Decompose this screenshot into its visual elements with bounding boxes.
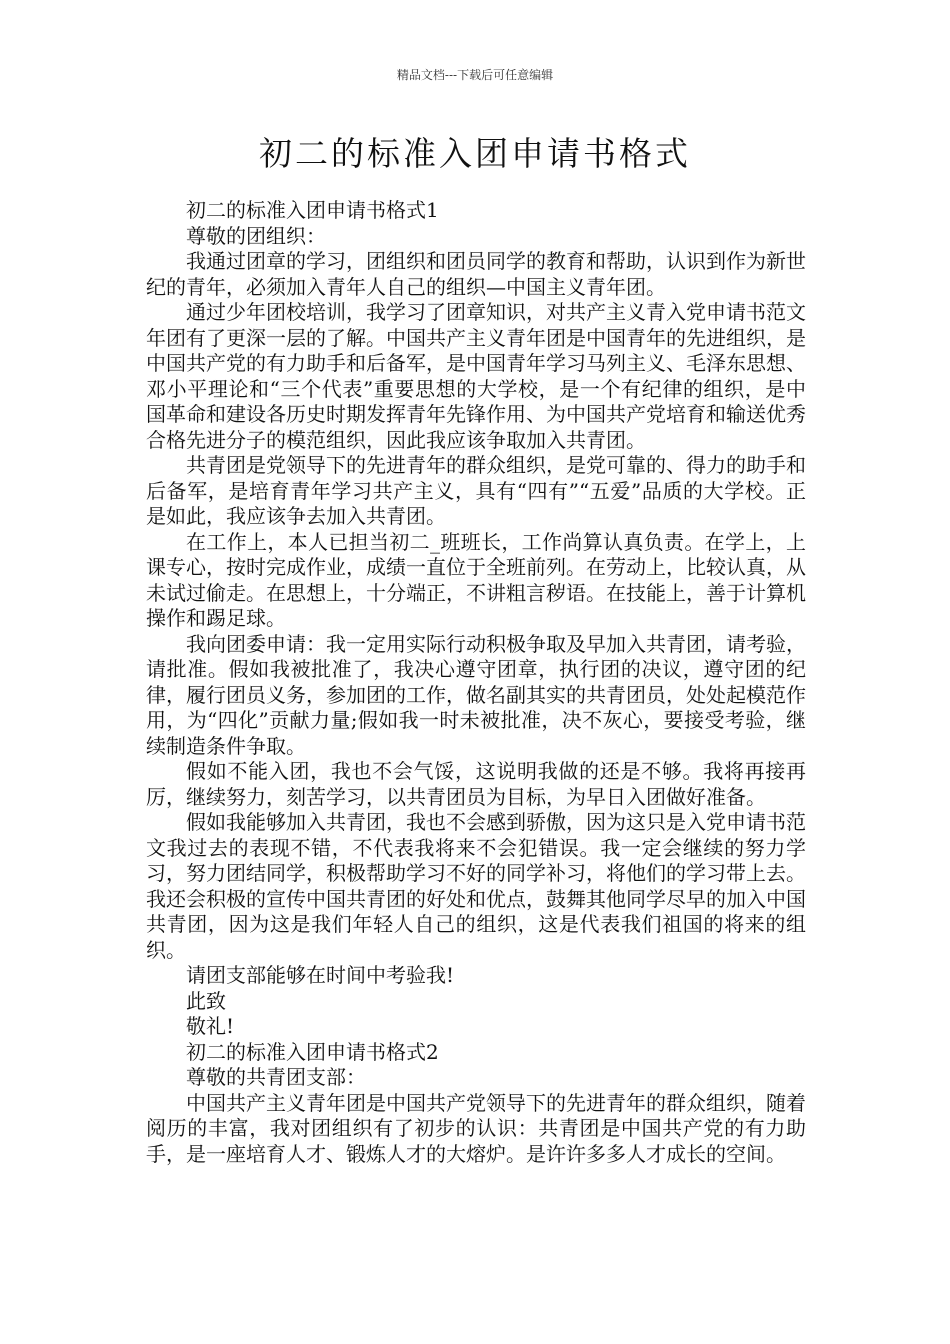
section-heading-1: 初二的标准入团申请书格式1 <box>186 198 439 222</box>
paragraph: 假如我能够加入共青团，我也不会感到骄傲，因为这只是入党申请书范文我过去的表现不错，不代表我将来不会犯错误。我一定会继续的努力学习，努力团结同学，积极帮助学习不好的同学补习，将他们的学习带上去。我还会积极的宣传中国共青团的好处和优点，鼓舞其他同学尽早的加入中国共青团，因为这是我们年轻人自己的组织，这是代表我们祖国的将来的组织。 <box>146 810 806 962</box>
section-heading-2: 初二的标准入团申请书格式2 <box>186 1039 439 1064</box>
paragraph: 在工作上，本人已担当初二_班班长，工作尚算认真负责。在学上，上课专心，按时完成作业，成绩一直位于全班前列。在劳动上，比较认真，从未试过偷走。在思想上，十分端正，不讲粗言秽语。在技能上，善于计算机操作和踢足球。 <box>146 529 806 630</box>
header-note: 精品文档---下载后可任意编辑 <box>396 68 554 82</box>
paragraph: 通过少年团校培训，我学习了团章知识，对共产主义青入党申请书范文年团有了更深一层的了解。中国共产主义青年团是中国青年的先进组织，是中国共产党的有力助手和后备军，是中国青年学习马列主义、毛泽东思想、邓小平理论和“三个代表”重要思想的大学校，是一个有纪律的组织，是中国革命和建设各历史时期发挥青年先锋作用、为中国共产党培育和输送优秀合格先进分子的模范组织，因此我应该争取加入共青团。 <box>146 300 806 452</box>
paragraph: 请团支部能够在时间中考验我! <box>186 963 455 987</box>
salutation: 尊敬的团组织： <box>186 223 326 248</box>
paragraph: 我向团委申请：我一定用实际行动积极争取及早加入共青团，请考验，请批准。假如我被批准了，我决心遵守团章，执行团的决议，遵守团的纪律，履行团员义务，参加团的工作，做名副其实的共青团员，处处起模范作用，为“四化”贡献力量;假如我一时未被批准，决不灰心，要接受考验，继续制造条件争取。 <box>146 631 806 758</box>
salutation: 尊敬的共青团支部： <box>186 1065 366 1089</box>
paragraph: 共青团是党领导下的先进青年的群众组织，是党可靠的、得力的助手和后备军，是培育青年学习共产主义，具有“四有”“五爱”品质的大学校。正是如此，我应该争去加入共青团。 <box>146 453 806 528</box>
document-body <box>146 198 806 1167</box>
paragraph: 中国共产主义青年团是中国共产党领导下的先进青年的群众组织，随着阅历的丰富，我对团组织有了初步的认识：共青团是中国共产党的有力助手，是一座培育人才、锻炼人才的大熔炉。是许许多多人才成长的空间。 <box>146 1090 806 1166</box>
closing-line: 此致 <box>186 988 226 1013</box>
paragraph: 我通过团章的学习，团组织和团员同学的教育和帮助，认识到作为新世纪的青年，必须加入青年人自己的组织—中国主义青年团。 <box>146 249 806 299</box>
paragraph: 假如不能入团，我也不会气馁，这说明我做的还是不够。我将再接再厉，继续努力，刻苦学习，以共青团员为目标，为早日入团做好准备。 <box>146 759 806 809</box>
closing-line: 敬礼! <box>186 1014 235 1038</box>
document-title: 初二的标准入团申请书格式 <box>259 134 691 173</box>
